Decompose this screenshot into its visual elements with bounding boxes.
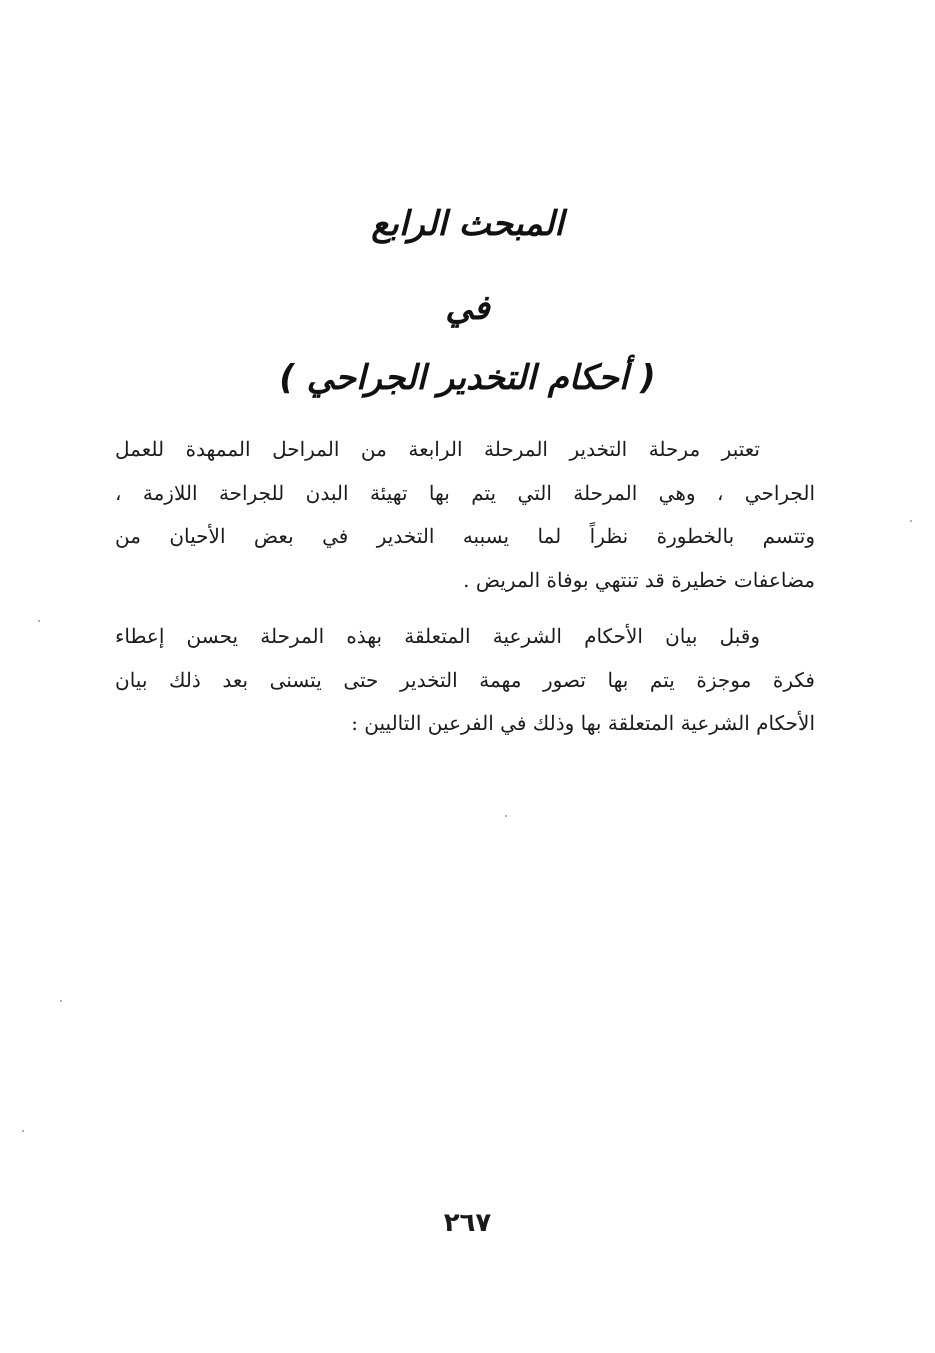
- body-paragraph: [115, 615, 815, 746]
- heading-line-connector: في: [445, 288, 490, 328]
- paragraph-line: فكرة موجزة يتم بها تصور مهمة التخدير حتى يتسنى بعد ذلك بيان: [115, 667, 815, 692]
- paragraph-line: الجراحي ، وهي المرحلة التي يتم بها تهيئة البدن للجراحة اللازمة ،: [115, 480, 815, 505]
- paragraph-line: وتتسم بالخطورة نظراً لما يسببه التخدير في بعض الأحيان من: [115, 524, 815, 548]
- page-number: ٢٦٧: [443, 1208, 492, 1238]
- heading-line-subject: ( أحكام التخدير الجراحي ): [279, 358, 656, 398]
- paragraph-line: مضاعفات خطيرة قد تنتهي بوفاة المريض .: [463, 567, 815, 592]
- paragraph-line: وقبل بيان الأحكام الشرعية المتعلقة بهذه المرحلة يحسن إعطاء: [115, 624, 760, 648]
- paragraph-line: الأحكام الشرعية المتعلقة بها وذلك في الفرعين التاليين :: [351, 711, 815, 735]
- scan-speck: [38, 620, 40, 622]
- heading-line-title: المبحث الرابع: [371, 204, 564, 244]
- scan-speck: [910, 520, 912, 522]
- scan-speck: [505, 815, 507, 817]
- body-paragraph: [115, 428, 815, 602]
- scan-speck: [22, 1130, 24, 1132]
- paragraph-line: تعتبر مرحلة التخدير المرحلة الرابعة من المراحل الممهدة للعمل: [115, 437, 760, 461]
- scan-speck: [60, 1000, 62, 1002]
